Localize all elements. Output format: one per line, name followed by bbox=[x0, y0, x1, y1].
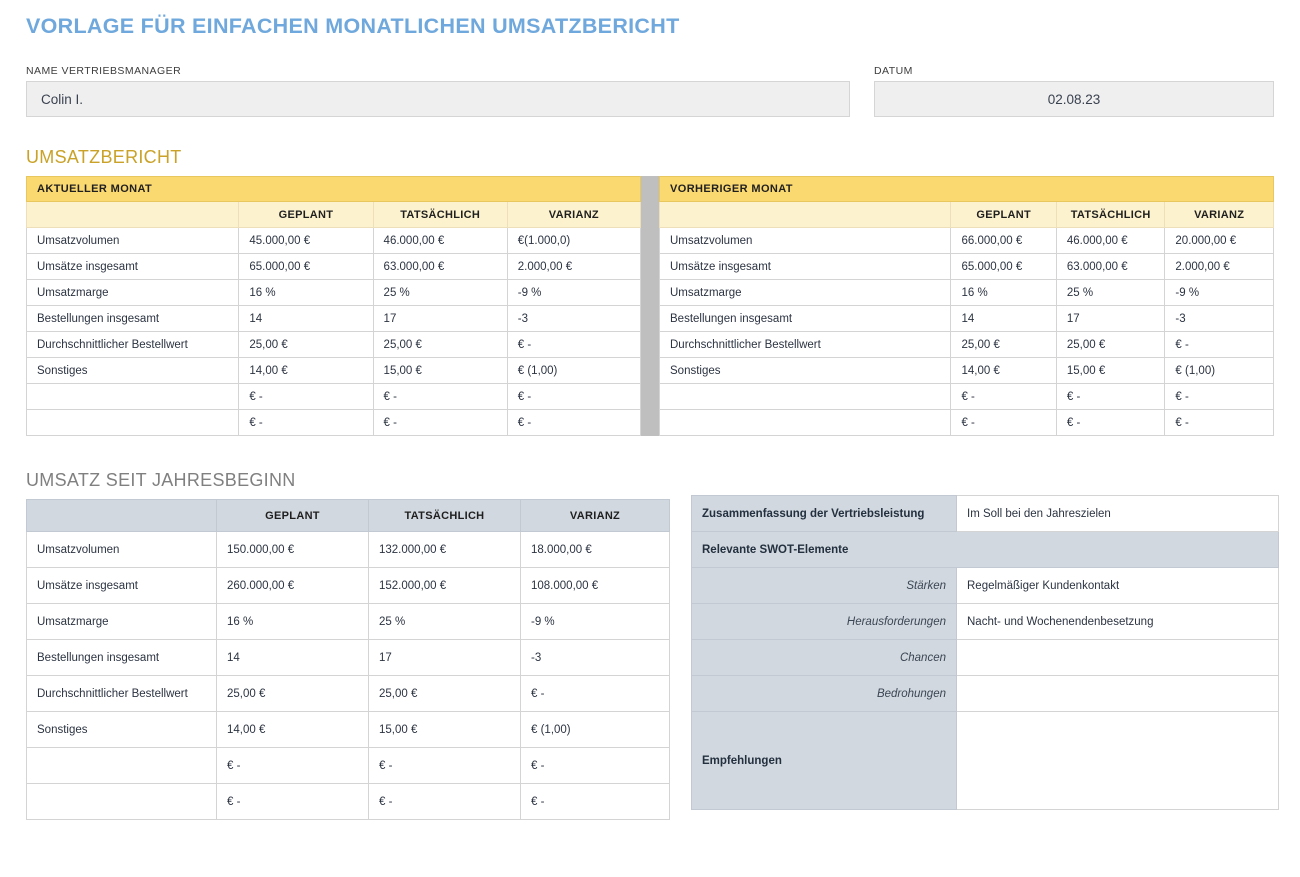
table-row bbox=[27, 532, 670, 568]
column-header-blank bbox=[660, 202, 951, 228]
cell-variance: € - bbox=[507, 410, 640, 436]
row-label: Umsatzmarge bbox=[27, 280, 239, 306]
tables-divider bbox=[641, 176, 659, 436]
table-row bbox=[27, 712, 670, 748]
cell-variance: € (1,00) bbox=[1165, 358, 1274, 384]
row-label: Bestellungen insgesamt bbox=[660, 306, 951, 332]
cell-variance: 2.000,00 € bbox=[1165, 254, 1274, 280]
cell-actual[interactable]: 15,00 € bbox=[369, 712, 521, 748]
cell-planned[interactable]: 16 % bbox=[217, 604, 369, 640]
opportunities-row bbox=[692, 640, 1279, 676]
manager-name-input[interactable]: Colin I. bbox=[26, 81, 850, 117]
cell-actual[interactable]: € - bbox=[369, 748, 521, 784]
column-header-variance: VARIANZ bbox=[507, 202, 640, 228]
row-label: Durchschnittlicher Bestellwert bbox=[27, 332, 239, 358]
column-header-actual: TATSÄCHLICH bbox=[369, 500, 521, 532]
table-row bbox=[27, 306, 641, 332]
cell-variance: € - bbox=[507, 384, 640, 410]
table-row bbox=[27, 640, 670, 676]
cell-actual[interactable]: 17 bbox=[1056, 306, 1165, 332]
cell-actual[interactable]: € - bbox=[369, 784, 521, 820]
current-month-table bbox=[26, 176, 641, 436]
cell-actual[interactable]: 63.000,00 € bbox=[1056, 254, 1165, 280]
row-label: Sonstiges bbox=[27, 712, 217, 748]
table-header-row bbox=[27, 500, 670, 532]
cell-variance: € - bbox=[507, 332, 640, 358]
cell-planned[interactable]: € - bbox=[217, 748, 369, 784]
cell-variance: 2.000,00 € bbox=[507, 254, 640, 280]
performance-summary-label: Zusammenfassung der Vertriebsleistung bbox=[692, 496, 957, 532]
row-label: Durchschnittlicher Bestellwert bbox=[27, 676, 217, 712]
column-header-variance: VARIANZ bbox=[1165, 202, 1274, 228]
cell-variance: -3 bbox=[507, 306, 640, 332]
cell-actual[interactable]: 15,00 € bbox=[1056, 358, 1165, 384]
table-row bbox=[660, 228, 1274, 254]
strengths-row bbox=[692, 568, 1279, 604]
cell-variance: € - bbox=[521, 676, 670, 712]
performance-summary-row bbox=[692, 496, 1279, 532]
row-label[interactable] bbox=[27, 784, 217, 820]
cell-variance: -9 % bbox=[507, 280, 640, 306]
swot-band-label: Relevante SWOT-Elemente bbox=[692, 532, 1279, 568]
table-row bbox=[660, 358, 1274, 384]
cell-planned[interactable]: 25,00 € bbox=[239, 332, 373, 358]
row-label: Umsätze insgesamt bbox=[27, 568, 217, 604]
ytd-heading: UMSATZ SEIT JAHRESBEGINN bbox=[26, 470, 296, 490]
row-label[interactable] bbox=[660, 384, 951, 410]
cell-actual[interactable]: 15,00 € bbox=[373, 358, 507, 384]
cell-variance: € - bbox=[521, 784, 670, 820]
cell-actual[interactable]: 46.000,00 € bbox=[1056, 228, 1165, 254]
table-row bbox=[660, 306, 1274, 332]
recommendations-label: Empfehlungen bbox=[692, 712, 957, 810]
cell-variance: 20.000,00 € bbox=[1165, 228, 1274, 254]
table-row bbox=[660, 410, 1274, 436]
cell-variance: -3 bbox=[521, 640, 670, 676]
cell-planned[interactable]: 45.000,00 € bbox=[239, 228, 373, 254]
cell-actual[interactable]: 46.000,00 € bbox=[373, 228, 507, 254]
table-row bbox=[27, 748, 670, 784]
column-header-variance: VARIANZ bbox=[521, 500, 670, 532]
cell-planned[interactable]: 66.000,00 € bbox=[951, 228, 1056, 254]
table-row bbox=[27, 228, 641, 254]
recommendations-value[interactable] bbox=[957, 712, 1279, 810]
cell-actual[interactable]: € - bbox=[1056, 410, 1165, 436]
cell-variance: -9 % bbox=[1165, 280, 1274, 306]
table-banner-row bbox=[27, 177, 641, 202]
current-month-banner: AKTUELLER MONAT bbox=[27, 177, 641, 202]
cell-variance: -9 % bbox=[521, 604, 670, 640]
cell-planned[interactable]: 14 bbox=[239, 306, 373, 332]
cell-planned[interactable]: 260.000,00 € bbox=[217, 568, 369, 604]
cell-planned[interactable]: 65.000,00 € bbox=[951, 254, 1056, 280]
cell-planned[interactable]: 14,00 € bbox=[951, 358, 1056, 384]
column-header-blank bbox=[27, 202, 239, 228]
cell-actual[interactable]: 17 bbox=[373, 306, 507, 332]
row-label: Umsatzvolumen bbox=[27, 228, 239, 254]
row-label: Umsatzvolumen bbox=[27, 532, 217, 568]
column-header-planned: GEPLANT bbox=[217, 500, 369, 532]
cell-variance: € - bbox=[521, 748, 670, 784]
column-header-actual: TATSÄCHLICH bbox=[373, 202, 507, 228]
manager-name-field-group bbox=[26, 65, 850, 117]
cell-actual[interactable]: 17 bbox=[369, 640, 521, 676]
cell-actual[interactable]: 25 % bbox=[1056, 280, 1165, 306]
cell-variance: €(1.000,0) bbox=[507, 228, 640, 254]
summary-section bbox=[691, 470, 1278, 820]
table-row bbox=[27, 568, 670, 604]
table-header-row bbox=[27, 202, 641, 228]
cell-planned[interactable]: € - bbox=[217, 784, 369, 820]
cell-actual[interactable]: 132.000,00 € bbox=[369, 532, 521, 568]
recommendations-row bbox=[692, 712, 1279, 810]
row-label: Umsätze insgesamt bbox=[27, 254, 239, 280]
table-row bbox=[27, 784, 670, 820]
bottom-area bbox=[26, 470, 1274, 820]
row-label: Umsatzmarge bbox=[27, 604, 217, 640]
threats-label: Bedrohungen bbox=[692, 676, 957, 712]
threats-value[interactable] bbox=[957, 676, 1279, 712]
sales-report-heading: UMSATZBERICHT bbox=[26, 147, 182, 167]
previous-month-banner: VORHERIGER MONAT bbox=[660, 177, 1274, 202]
cell-actual[interactable]: 25,00 € bbox=[373, 332, 507, 358]
column-header-planned: GEPLANT bbox=[951, 202, 1056, 228]
cell-actual[interactable]: € - bbox=[373, 410, 507, 436]
opportunities-value[interactable] bbox=[957, 640, 1279, 676]
cell-planned[interactable]: € - bbox=[951, 410, 1056, 436]
cell-planned[interactable]: 16 % bbox=[239, 280, 373, 306]
column-header-actual: TATSÄCHLICH bbox=[1056, 202, 1165, 228]
table-row bbox=[27, 676, 670, 712]
ytd-section bbox=[26, 470, 669, 820]
date-label: DATUM bbox=[874, 65, 913, 77]
cell-planned[interactable]: € - bbox=[239, 384, 373, 410]
summary-swot-table bbox=[691, 495, 1279, 810]
cell-variance: € - bbox=[1165, 384, 1274, 410]
row-label: Sonstiges bbox=[27, 358, 239, 384]
table-row bbox=[660, 254, 1274, 280]
challenges-value[interactable]: Nacht- und Wochenendenbesetzung bbox=[957, 604, 1279, 640]
challenges-label: Herausforderungen bbox=[692, 604, 957, 640]
cell-planned[interactable]: 25,00 € bbox=[951, 332, 1056, 358]
cell-planned[interactable]: € - bbox=[239, 410, 373, 436]
table-row bbox=[660, 332, 1274, 358]
cell-planned[interactable]: € - bbox=[951, 384, 1056, 410]
cell-actual[interactable]: 63.000,00 € bbox=[373, 254, 507, 280]
table-banner-row bbox=[660, 177, 1274, 202]
cell-actual[interactable]: 25,00 € bbox=[369, 676, 521, 712]
cell-planned[interactable]: 14,00 € bbox=[217, 712, 369, 748]
table-header-row bbox=[660, 202, 1274, 228]
row-label: Umsatzmarge bbox=[660, 280, 951, 306]
manager-name-label: NAME VERTRIEBSMANAGER bbox=[26, 65, 182, 77]
cell-planned[interactable]: 14 bbox=[217, 640, 369, 676]
monthly-tables-container bbox=[26, 176, 1274, 436]
threats-row bbox=[692, 676, 1279, 712]
row-label[interactable] bbox=[27, 748, 217, 784]
previous-month-table bbox=[659, 176, 1274, 436]
row-label: Bestellungen insgesamt bbox=[27, 640, 217, 676]
table-row bbox=[27, 280, 641, 306]
cell-planned[interactable]: 65.000,00 € bbox=[239, 254, 373, 280]
cell-variance: € (1,00) bbox=[521, 712, 670, 748]
cell-planned[interactable]: 14 bbox=[951, 306, 1056, 332]
cell-variance: 108.000,00 € bbox=[521, 568, 670, 604]
cell-variance: -3 bbox=[1165, 306, 1274, 332]
cell-planned[interactable]: 25,00 € bbox=[217, 676, 369, 712]
table-row bbox=[27, 332, 641, 358]
cell-actual[interactable]: € - bbox=[373, 384, 507, 410]
strengths-label: Stärken bbox=[692, 568, 957, 604]
table-row bbox=[27, 384, 641, 410]
column-header-blank bbox=[27, 500, 217, 532]
cell-variance: € - bbox=[1165, 410, 1274, 436]
table-row bbox=[660, 384, 1274, 410]
row-label: Sonstiges bbox=[660, 358, 951, 384]
challenges-row bbox=[692, 604, 1279, 640]
row-label[interactable] bbox=[660, 410, 951, 436]
cell-actual[interactable]: 25 % bbox=[373, 280, 507, 306]
opportunities-label: Chancen bbox=[692, 640, 957, 676]
performance-summary-value[interactable]: Im Soll bei den Jahreszielen bbox=[957, 496, 1279, 532]
strengths-value[interactable]: Regelmäßiger Kundenkontakt bbox=[957, 568, 1279, 604]
table-row bbox=[27, 358, 641, 384]
swot-band-row bbox=[692, 532, 1279, 568]
cell-planned[interactable]: 14,00 € bbox=[239, 358, 373, 384]
cell-variance: € - bbox=[1165, 332, 1274, 358]
page-title: VORLAGE FÜR EINFACHEN MONATLICHEN UMSATZBERICHT bbox=[26, 14, 680, 38]
cell-actual[interactable]: 25 % bbox=[369, 604, 521, 640]
ytd-table bbox=[26, 499, 670, 820]
cell-planned[interactable]: 150.000,00 € bbox=[217, 532, 369, 568]
table-row bbox=[27, 410, 641, 436]
cell-variance: € (1,00) bbox=[507, 358, 640, 384]
row-label[interactable] bbox=[27, 384, 239, 410]
date-input[interactable]: 02.08.23 bbox=[874, 81, 1274, 117]
table-row bbox=[27, 604, 670, 640]
row-label: Bestellungen insgesamt bbox=[27, 306, 239, 332]
column-header-planned: GEPLANT bbox=[239, 202, 373, 228]
row-label: Umsatzvolumen bbox=[660, 228, 951, 254]
cell-planned[interactable]: 16 % bbox=[951, 280, 1056, 306]
cell-actual[interactable]: € - bbox=[1056, 384, 1165, 410]
meta-fields-row bbox=[26, 65, 1274, 117]
table-row bbox=[660, 280, 1274, 306]
cell-actual[interactable]: 152.000,00 € bbox=[369, 568, 521, 604]
row-label: Durchschnittlicher Bestellwert bbox=[660, 332, 951, 358]
previous-month-table-wrap bbox=[659, 176, 1274, 436]
cell-actual[interactable]: 25,00 € bbox=[1056, 332, 1165, 358]
cell-variance: 18.000,00 € bbox=[521, 532, 670, 568]
date-field-group bbox=[874, 65, 1274, 117]
current-month-table-wrap bbox=[26, 176, 641, 436]
row-label[interactable] bbox=[27, 410, 239, 436]
row-label: Umsätze insgesamt bbox=[660, 254, 951, 280]
table-row bbox=[27, 254, 641, 280]
